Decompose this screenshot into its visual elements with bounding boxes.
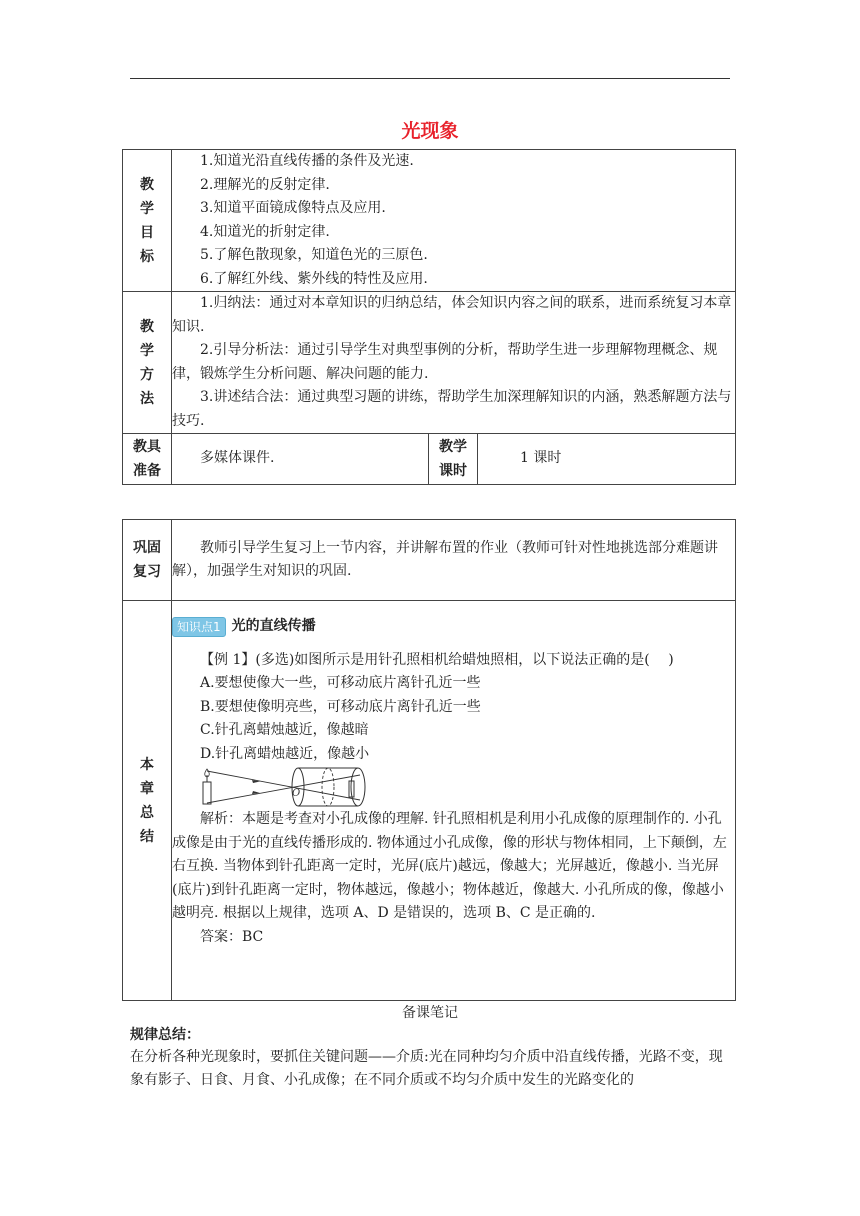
option-b: B.要想使像明亮些，可移动底片离针孔近一些: [200, 698, 481, 715]
goal-item: 6.了解红外线、紫外线的特性及应用.: [200, 270, 428, 287]
goal-item: 5.了解色散现象，知道色光的三原色.: [200, 247, 428, 263]
method-item: 1.归纳法：通过对本章知识的归纳总结，体会知识内容之间的联系，进而系统复习本章知识.: [172, 295, 732, 335]
header-rule: [130, 78, 730, 79]
rule-heading: 规律总结：: [130, 1027, 200, 1043]
hours-content: 1 课时: [478, 434, 736, 485]
review-label: 巩固 复习: [123, 520, 172, 601]
summary-row: [123, 601, 736, 1001]
method-item: 2.引导分析法：通过引导学生对典型事例的分析，帮助学生进一步理解物理概念、规律，锻炼学生分析问题、解决问题的能力.: [172, 342, 718, 382]
methods-content: [172, 292, 736, 434]
method-item: 3.讲述结合法：通过典型习题的讲练，帮助学生加深理解知识的内涵，熟悉解题方法与技巧.: [172, 389, 732, 429]
option-d: D.针孔离蜡烛越近，像越小: [200, 745, 370, 762]
tools-label: 教具 准备: [123, 434, 172, 485]
goal-item: 1.知道光沿直线传播的条件及光速.: [200, 153, 414, 169]
rule-text: 在分析各种光现象时，要抓住关键问题——介质:光在同种均匀介质中沿直线传播，光路不变，现象有影子、日食、月食、小孔成像；在不同介质或不均匀介质中发生的光路变化的: [130, 1049, 723, 1088]
summary-content: [172, 601, 736, 1001]
answer-text: 答案：BC: [200, 928, 264, 945]
pinhole-label: O: [292, 788, 301, 799]
goals-label: 教 学 目 标: [123, 150, 172, 292]
goal-item: 3.知道平面镜成像特点及应用.: [200, 200, 386, 216]
methods-label: 教 学 方 法: [123, 292, 172, 434]
goals-content: [172, 150, 736, 292]
pinhole-camera-figure: [172, 766, 735, 808]
option-a: A.要想使像大一些，可移动底片离针孔近一些: [200, 675, 481, 691]
tools-content: 多媒体课件.: [172, 434, 429, 485]
goals-row: [123, 150, 736, 292]
example-question: 【例 1】(多选)如图所示是用针孔照相机给蜡烛照相，以下说法正确的是( ): [200, 651, 674, 668]
summary-label: 本 章 总 结: [123, 601, 172, 1001]
goal-item: 4.知道光的折射定律.: [200, 223, 330, 240]
review-content: 教师引导学生复习上一节内容，并讲解布置的作业（教师可针对性地挑选部分难题讲解），加强学生对知识的巩固.: [172, 520, 736, 601]
review-row: [123, 520, 736, 601]
lesson-plan-table: [122, 149, 736, 485]
analysis-text: 解析：本题是考查对小孔成像的理解. 针孔照相机是利用小孔成像的原理制作的. 小孔成像是由于光的直线传播形成的. 物体通过小孔成像，像的形状与物体相同，上下颠倒，左右互换. 当物体到针孔距离一定时，光屏(底片)越远，像越大；光屏越近，像越小. 当光屏(底片)到针孔距离一定时，物体越远，像越小；物体越近，像越大. 小孔所成的像，像越小越明亮. 根据以上规律，选项 A、D 是错误的，选项 B、C 是正确的.: [172, 811, 727, 921]
resources-row: [123, 434, 736, 485]
review-summary-table: [122, 519, 736, 1001]
knowledge-point-header: [172, 615, 735, 639]
methods-row: [123, 292, 736, 434]
page-title: 光现象: [401, 120, 459, 142]
hours-label: 教学 课时: [429, 434, 478, 485]
option-c: C.针孔离蜡烛越近，像越暗: [200, 722, 369, 738]
notes-title: 备课笔记: [402, 1005, 458, 1021]
pinhole-camera-diagram: [200, 766, 370, 808]
goal-item: 2.理解光的反射定律.: [200, 176, 330, 193]
knowledge-point-title: 光的直线传播: [231, 618, 316, 634]
knowledge-point-badge: 知识点1: [172, 617, 226, 637]
